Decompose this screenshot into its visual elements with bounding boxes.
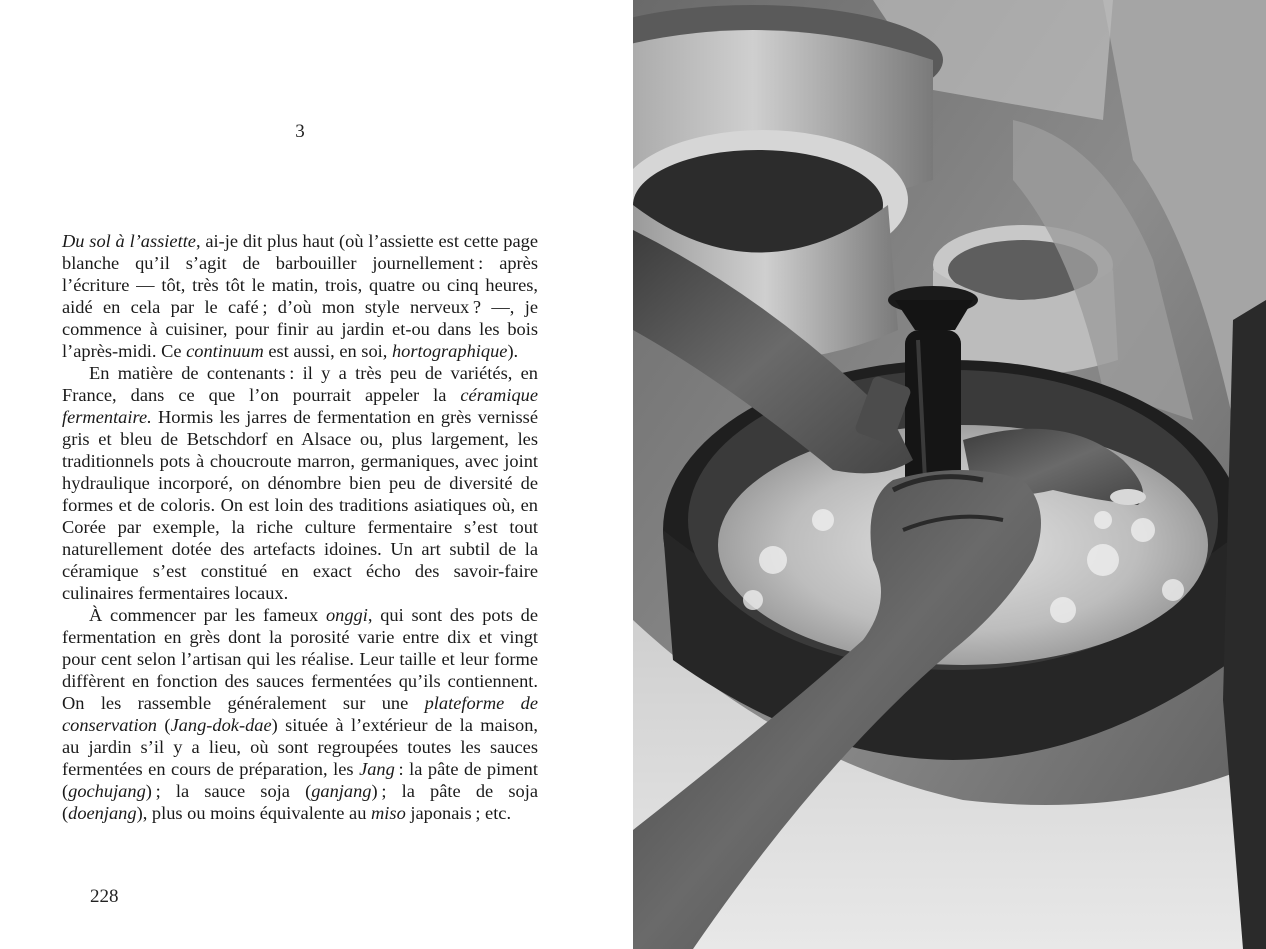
text-run: Hormis les jarres de fermentation en grès vernissé gris et bleu de Betschdorf en Alsace ou, plus largement, les traditionnels pots à choucroute marron, germaniques, avec joint hydraulique incorporé, on dénombre bien peu de diversité de formes et de coloris. On est loin des traditions asiatiques où, en Corée par exemple, la riche culture fermentaire s’est tout naturellement dotée des artefacts idoines. Un art subtil de la céramique s’est constitué en exact écho des savoir-faire culinaires fermentaires locaux. [62,407,538,603]
text-run: ). [507,341,519,361]
text-run: ) ; la sauce soja ( [145,781,312,801]
italic-run: hortographique [391,341,508,361]
italic-run: plateforme de conservation [62,693,538,735]
page-number: 228 [90,886,119,907]
italic-run: Jang-dok-dae [170,715,272,735]
text-run: japonais ; etc. [405,803,512,823]
paragraph [62,604,538,824]
text-run: : la pâte de piment ( [62,759,538,801]
italic-run: onggi [325,605,368,625]
text-run: En matière de contenants : il y a très peu de variétés, en France, dans ce que l’on pourrait appeler la [62,363,538,405]
text-run: est aussi, en soi, [263,341,392,361]
italic-run: Du sol à l’assiette [62,231,196,251]
chapter-number: 3 [295,121,305,142]
paragraph [62,362,538,604]
italic-run: doenjang [68,803,137,823]
text-run: , qui sont des pots de fermentation en grès dont la porosité varie entre dix et vingt pour cent selon l’artisan qui les réalise. Leur taille et leur forme diffèrent en fonction des sauces fermentées qu’ils contiennent. On les rassemble généralement sur une [62,605,538,713]
text-run: ), plus ou moins équivalente au [136,803,372,823]
text-run: , ai-je dit plus haut (où l’assiette est cette page blanche qu’il s’agit de barbouiller journellement : après l’écriture — tôt, très tôt le matin, trois, quatre ou cinq heures, aidé en cela par le café ; d’où mon style nerveux ? —, je commence à cuisiner, pour finir au jardin et-ou dans les bois l’après-midi. Ce [62,231,538,361]
text-run: ) ; la pâte de soja ( [62,781,538,823]
body-text [62,230,538,824]
italic-run: ganjang [311,781,372,801]
text-run: ) située à l’extérieur de la maison, au jardin s’il y a lieu, où sont regroupées toutes les sauces fermentées en cours de préparation, les [62,715,539,779]
italic-run: Jang [359,759,395,779]
paragraph [62,230,538,362]
text-run: ( [157,715,171,735]
italic-run: gochujang [68,781,146,801]
mortar-photo [633,0,1266,949]
text-run: À commencer par les fameux [89,605,326,625]
italic-run: céramique fermentaire. [62,385,538,427]
italic-run: miso [371,803,406,823]
italic-run: continuum [186,341,264,361]
